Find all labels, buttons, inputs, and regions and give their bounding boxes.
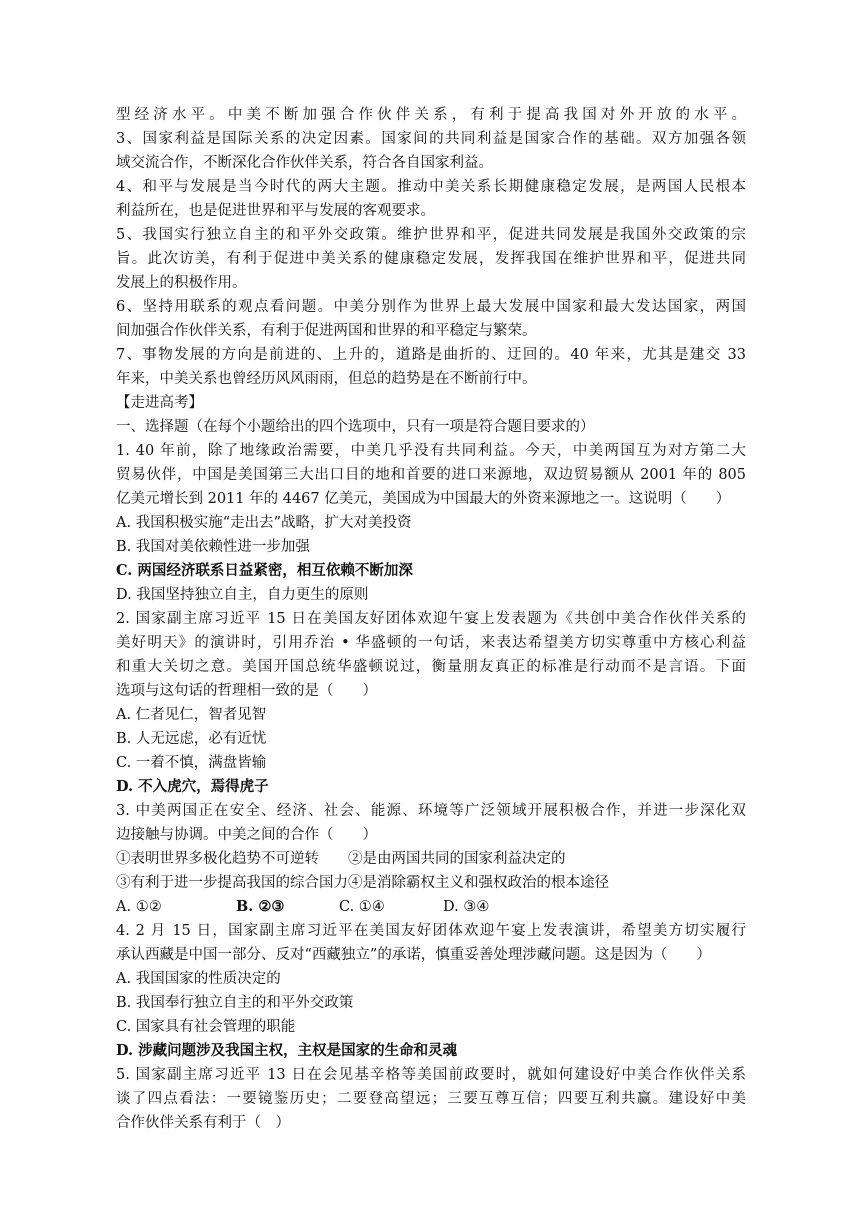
question-3-stem: 边接触与协调。中美之间的合作（ ）	[116, 827, 377, 843]
question-4-stem: 4. 2 月 15 日，国家副主席习近平在美国友好团体欢迎午宴上发表演讲，希望美方切实履行	[116, 923, 746, 939]
question-4-option-c: C. 国家具有社会管理的职能	[116, 1019, 296, 1035]
question-4-option-b: B. 我国奉行独立自主的和平外交政策	[116, 995, 354, 1011]
text-line: 利益所在，也是促进世界和平与发展的客观要求。	[116, 203, 435, 219]
question-1-stem: 亿美元增长到 2011 年的 4467 亿美元，美国成为中国最大的外资来源地之一。这说明（ ）	[116, 491, 731, 507]
text-line: 发展上的积极作用。	[116, 275, 247, 291]
question-5-stem: 5. 国家副主席习近平 13 日在会见基辛格等美国前政要时，就如何建设好中美合作伙伴关系	[116, 1067, 746, 1083]
text-line: 旨。此次访美，有利于促进中美关系的健康稳定发展，发挥我国在维护世界和平，促进共同	[116, 251, 746, 267]
question-1-stem: 贸易伙伴，中国是美国第三大出口目的地和首要的进口来源地，双边贸易额从 2001 年的 805	[116, 467, 746, 483]
question-2-option-a: A. 仁者见仁，智者见智	[116, 707, 267, 723]
question-5-stem: 谈了四点看法：一要镜鉴历史；二要登高望远；三要互尊互信；四要互利共赢。建设好中美	[116, 1091, 746, 1107]
text-line: 5、我国实行独立自主的和平外交政策。维护世界和平，促进共同发展是我国外交政策的宗	[116, 227, 746, 243]
question-2-stem: 选项与这句话的哲理相一致的是（ ）	[116, 683, 377, 699]
question-2-stem: 2. 国家副主席习近平 15 日在美国友好团体欢迎午宴上发表题为《共创中美合作伙伴关系的	[116, 611, 746, 627]
text-line: 型经济水平。中美不断加强合作伙伴关系，有利于提高我国对外开放的水平。	[116, 107, 746, 123]
question-1-option-b: B. 我国对美依赖性进一步加强	[116, 539, 310, 555]
question-2-stem: 美好明天》的演讲时，引用乔治 • 华盛顿的一句话，来表达希望美方切实尊重中方核心利益	[116, 635, 746, 651]
question-3-statements: ③有利于进一步提高我国的综合国力④是消除霸权主义和强权政治的根本途径	[116, 875, 609, 891]
question-4-stem: 承认西藏是中国一部分、反对“西藏独立”的承诺，慎重妥善处理涉藏问题。这是因为（ ）	[116, 947, 711, 963]
text-line: 4、和平与发展是当今时代的两大主题。推动中美关系长期健康稳定发展，是两国人民根本	[116, 179, 746, 195]
question-5-stem: 合作伙伴关系有利于（ ）	[116, 1115, 290, 1131]
text-line: 6、坚持用联系的观点看问题。中美分别作为世界上最大发展中国家和最大发达国家，两国	[116, 299, 746, 315]
text-line: 年来，中美关系也曾经历风风雨雨，但总的趋势是在不断前行中。	[116, 371, 537, 387]
question-4-option-a: A. 我国国家的性质决定的	[116, 971, 281, 987]
section-heading: 【走进高考】	[116, 395, 203, 411]
question-3-option-c: C. ①④	[339, 899, 385, 915]
question-3-stem: 3. 中美两国正在安全、经济、社会、能源、环境等广泛领域开展积极合作，并进一步深化双	[116, 803, 746, 819]
question-2-stem: 和重大关切之意。美国开国总统华盛顿说过，衡量朋友真正的标准是行动而不是言语。下面	[116, 659, 746, 675]
question-instructions: 一、选择题（在每个小题给出的四个选项中，只有一项是符合题目要求的）	[116, 419, 595, 435]
question-3-option-a: A. ①②	[116, 899, 162, 915]
text-line: 7、事物发展的方向是前进的、上升的，道路是曲折的、迂回的。40 年来，尤其是建交 33	[116, 347, 746, 363]
text-line: 3、国家利益是国际关系的决定因素。国家间的共同利益是国家合作的基础。双方加强各领	[116, 131, 746, 147]
question-1-option-a: A. 我国积极实施“走出去”战略，扩大对美投资	[116, 515, 412, 531]
question-1-stem: 1. 40 年前，除了地缘政治需要，中美几乎没有共同利益。今天，中美两国互为对方第二大	[116, 443, 746, 459]
question-3-options	[116, 895, 746, 919]
question-2-option-c: C. 一着不慎，满盘皆输	[116, 755, 267, 771]
text-line: 间加强合作伙伴关系，有利于促进两国和世界的和平稳定与繁荣。	[116, 323, 537, 339]
question-2-option-d: D. 不入虎穴，焉得虎子	[116, 778, 269, 795]
question-1-option-c: C. 两国经济联系日益紧密，相互依赖不断加深	[116, 562, 413, 579]
question-3-option-b: B. ②③	[236, 898, 285, 915]
question-3-option-d: D. ③④	[443, 899, 490, 915]
question-1-option-d: D. 我国坚持独立自主，自力更生的原则	[116, 587, 369, 603]
question-2-option-b: B. 人无远虑，必有近忧	[116, 731, 267, 747]
question-4-option-d: D. 涉藏问题涉及我国主权，主权是国家的生命和灵魂	[116, 1042, 458, 1059]
question-3-statements: ①表明世界多极化趋势不可逆转 ②是由两国共同的国家利益决定的	[116, 851, 566, 867]
text-line: 域交流合作，不断深化合作伙伴关系，符合各自国家利益。	[116, 155, 493, 171]
